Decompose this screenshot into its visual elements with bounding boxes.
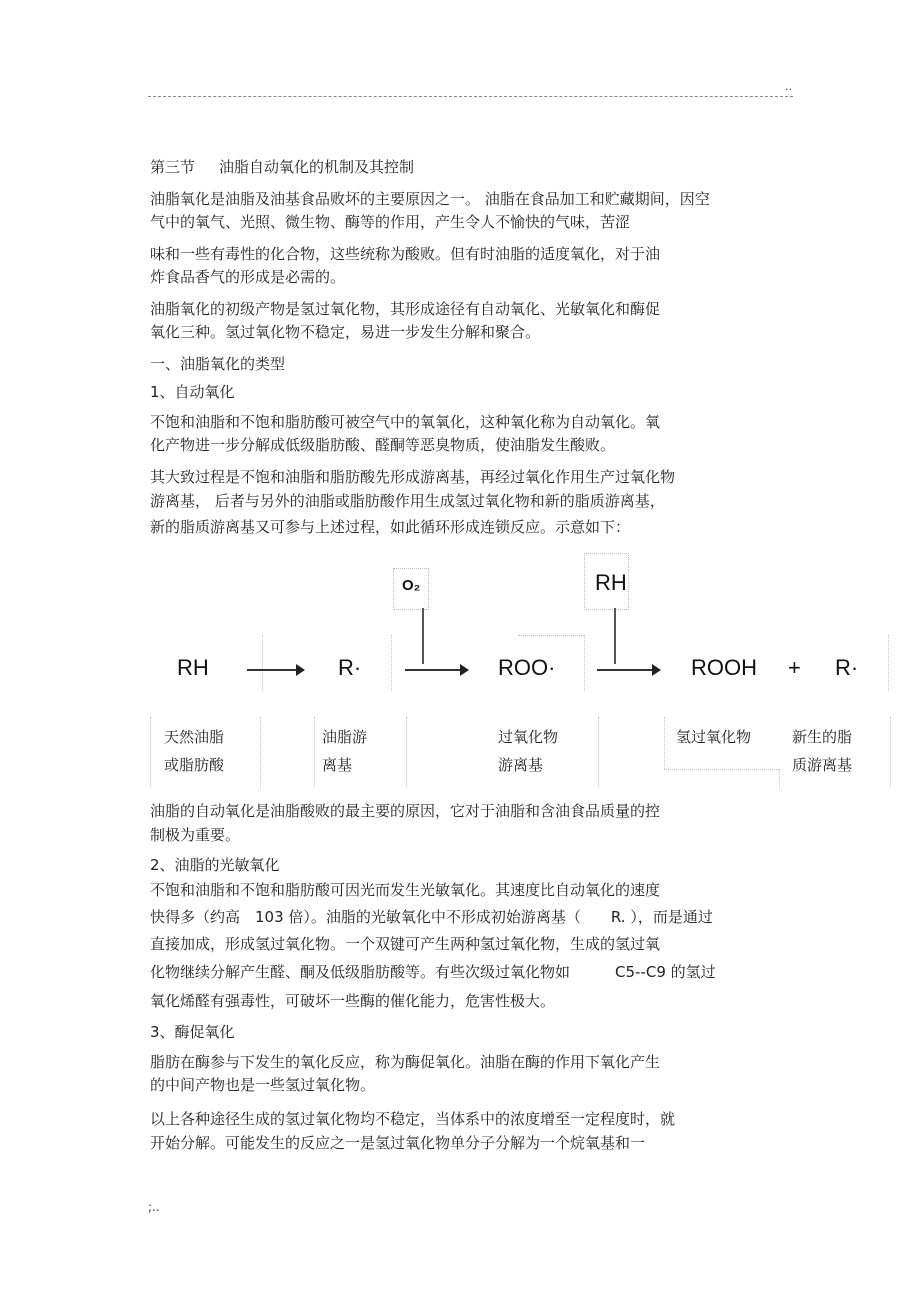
species-r-radical: R·: [338, 655, 362, 680]
paragraph-line: 氧化三种。氢过氧化物不稳定，易进一步发生分解和聚合。: [150, 323, 541, 341]
arrow-icon: [247, 669, 297, 671]
rh-reagent-label: RH: [595, 570, 627, 595]
caption-peroxide-radical: [498, 723, 558, 779]
caption-line: 氢过氧化物: [676, 728, 752, 746]
species-rooh: ROOH: [691, 655, 757, 680]
paragraph-line: 油脂的自动氧化是油脂酸败的最主要的原因，它对于油脂和含油食品质量的控: [150, 802, 661, 820]
o2-label: O₂: [402, 577, 421, 594]
separator: [598, 717, 599, 787]
header-rule: [148, 96, 793, 98]
arrow-icon: [597, 669, 653, 671]
caption-line: 天然油脂: [164, 728, 225, 746]
arrow-icon: [405, 669, 461, 671]
rh-input-line: [614, 608, 616, 664]
paragraph-line: 气中的氧气、光照、微生物、酶等的作用，产生令人不愉快的气味，苦涩: [150, 213, 631, 231]
separator: [890, 717, 891, 787]
header-mark: ..: [785, 80, 792, 93]
separator: [518, 635, 584, 636]
separator: [406, 717, 407, 787]
separator: [664, 769, 779, 770]
caption-line: 或脂肪酸: [164, 756, 225, 774]
paragraph-line: 炸食品香气的形成是必需的。: [150, 268, 346, 286]
chain-reaction-diagram: [140, 545, 900, 790]
separator: [888, 635, 889, 691]
caption-new-lipid-radical: [792, 723, 852, 779]
caption-line: 过氧化物: [498, 728, 559, 746]
heading-auto-oxidation: 1、自动氧化: [150, 383, 235, 401]
species-roo-radical: ROO·: [498, 655, 556, 680]
paragraph-line: 直接加成，形成氢过氧化物。一个双键可产生两种氢过氧化物，生成的氢过氧: [150, 935, 661, 953]
paragraph-line: 脂肪在酶参与下发生的氧化反应，称为酶促氧化。油脂在酶的作用下氧化产生: [150, 1053, 661, 1071]
paragraph-line: 以上各种途径生成的氢过氧化物均不稳定，当体系中的浓度增至一定程度时，就: [150, 1110, 676, 1128]
paragraph-line: 快得多（约高 103 倍）。油脂的光敏氧化中不形成初始游离基（ R. ），而是通过: [150, 908, 713, 926]
o2-input-line: [422, 608, 424, 664]
caption-natural-fat: [164, 723, 224, 779]
caption-line: 质游离基: [792, 756, 853, 774]
caption-line: 油脂游: [322, 728, 368, 746]
caption-fat-radical: [322, 723, 367, 779]
section-number: 第三节: [150, 158, 196, 176]
separator: [150, 717, 151, 787]
separator: [584, 635, 585, 691]
paragraph-line: 开始分解。可能发生的反应之一是氢过氧化物单分子分解为一个烷氧基和一: [150, 1134, 646, 1152]
heading-types: 一、油脂氧化的类型: [150, 355, 286, 373]
caption-line: 离基: [322, 756, 353, 774]
paragraph-line: 其大致过程是不饱和油脂和脂肪酸先形成游离基，再经过氧化作用生产过氧化物: [150, 468, 676, 486]
species-new-r-radical: R·: [835, 655, 859, 680]
paragraph-line: 新的脂质游离基又可参与上述过程，如此循环形成连锁反应。示意如下：: [150, 518, 631, 536]
section-title-text: 油脂自动氧化的机制及其控制: [219, 158, 415, 176]
paragraph-line: 油脂氧化的初级产物是氢过氧化物，其形成途径有自动氧化、光敏氧化和酶促: [150, 300, 661, 318]
heading-photo-oxidation: 2、油脂的光敏氧化: [150, 856, 280, 874]
separator: [262, 635, 263, 691]
section-title: [150, 158, 414, 176]
paragraph-line: 的中间产物也是一些氢过氧化物。: [150, 1076, 376, 1094]
separator: [314, 717, 315, 787]
caption-hydroperoxide: [676, 723, 751, 751]
paragraph-line: 不饱和油脂和不饱和脂肪酸可因光而发生光敏氧化。其速度比自动氧化的速度: [150, 881, 661, 899]
paragraph-line: 化产物进一步分解成低级脂肪酸、醛酮等恶臭物质，使油脂发生酸败。: [150, 436, 616, 454]
separator: [779, 769, 780, 787]
heading-enzymatic-oxidation: 3、酶促氧化: [150, 1023, 235, 1041]
paragraph-line: 不饱和油脂和不饱和脂肪酸可被空气中的氧氧化，这种氧化称为自动氧化。氧: [150, 413, 661, 431]
paragraph-line: 化物继续分解产生醛、酮及低级脂肪酸等。有些次级过氧化物如 C5--C9 的氢过: [150, 963, 716, 981]
paragraph-line: 味和一些有毒性的化合物，这些统称为酸败。但有时油脂的适度氧化，对于油: [150, 245, 661, 263]
separator: [260, 717, 261, 787]
paragraph-line: 制极为重要。: [150, 826, 241, 844]
separator: [664, 717, 665, 769]
plus-sign: +: [788, 655, 801, 680]
separator: [391, 635, 392, 691]
species-rh: RH: [177, 655, 209, 680]
paragraph-line: 游离基， 后者与另外的油脂或脂肪酸作用生成氢过氧化物和新的脂质游离基，: [150, 492, 665, 510]
paragraph-line: 油脂氧化是油脂及油基食品败坏的主要原因之一。 油脂在食品加工和贮藏期间，因空: [150, 190, 710, 208]
footer-mark: ;..: [148, 1200, 160, 1214]
paragraph-line: 氧化烯醛有强毒性，可破坏一些酶的催化能力，危害性极大。: [150, 992, 556, 1010]
caption-line: 新生的脂: [792, 728, 853, 746]
caption-line: 游离基: [498, 756, 544, 774]
